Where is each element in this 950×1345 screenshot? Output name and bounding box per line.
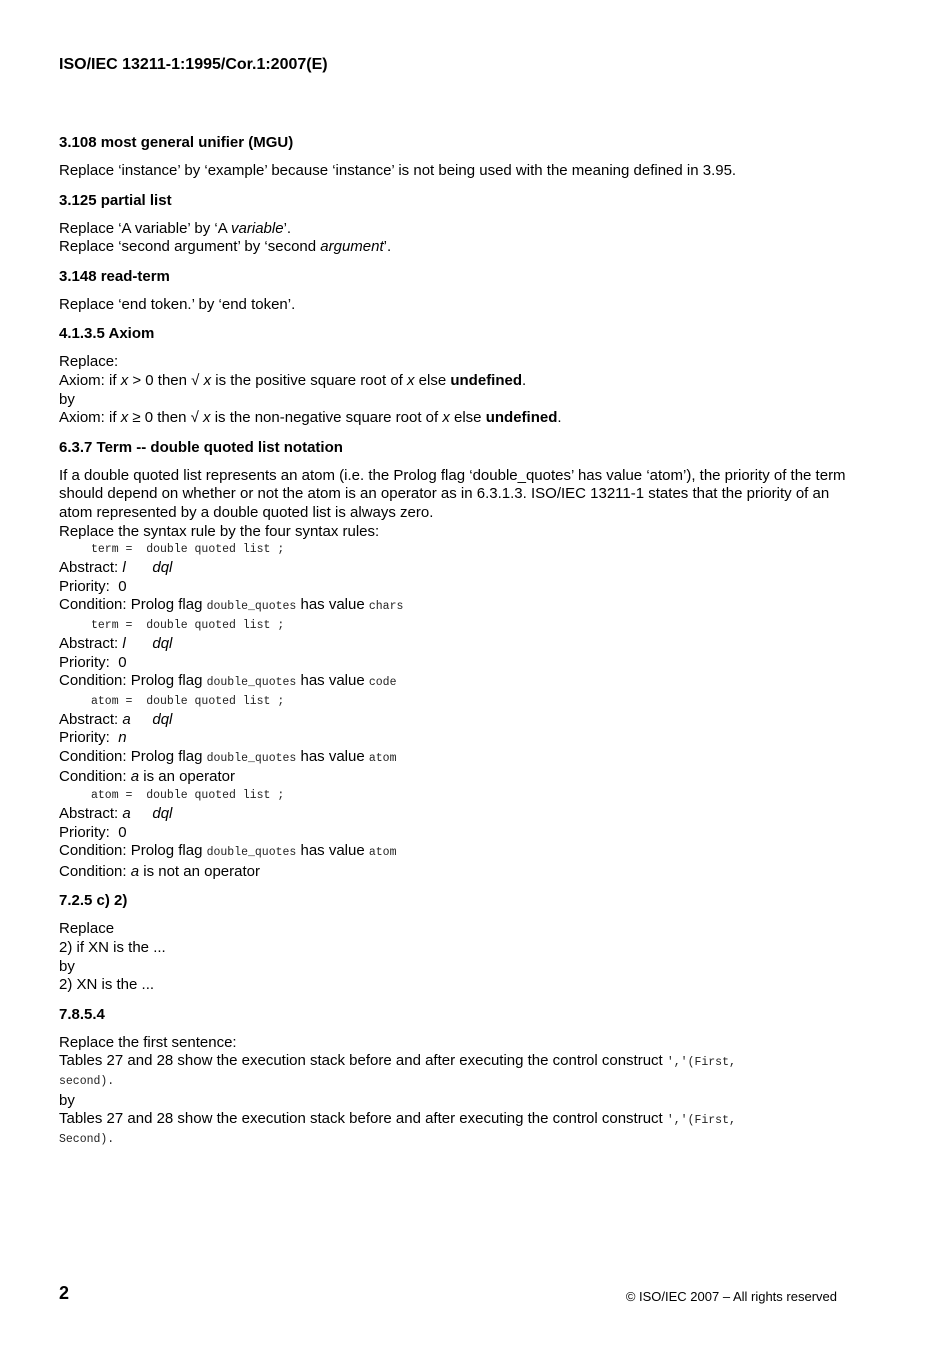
bold-term: undefined bbox=[450, 371, 523, 389]
code-run: double_quotes bbox=[206, 846, 297, 860]
code-run: chars bbox=[368, 600, 404, 614]
math-var: dql bbox=[152, 805, 173, 823]
syntax-rule: atom = double quoted list ; bbox=[91, 694, 285, 708]
math-var: l bbox=[122, 634, 126, 652]
text-run: Axiom: if bbox=[59, 409, 121, 427]
text-run: Replace ‘second argument’ by ‘second bbox=[59, 238, 321, 256]
operator-condition-line bbox=[59, 863, 849, 882]
priority-value: 0 bbox=[118, 823, 127, 841]
by-label: by bbox=[59, 390, 75, 408]
text-run: Condition: Prolog flag bbox=[59, 596, 207, 614]
italic-term: argument bbox=[320, 238, 384, 256]
axiom-old bbox=[59, 372, 849, 391]
section-text bbox=[59, 1034, 849, 1150]
text-run: else bbox=[414, 371, 451, 389]
code-run: atom bbox=[368, 751, 397, 765]
document-header: ISO/IEC 13211-1:1995/Cor.1:2007(E) bbox=[59, 56, 328, 73]
text-run: Tables 27 and 28 show the execution stack before and after executing the control construct bbox=[59, 1052, 667, 1070]
code-run: ','(First, bbox=[666, 1114, 736, 1128]
section-text: Replace ‘instance’ by ‘example’ because ‘instance’ is not being used with the meaning defined in 3.95. bbox=[59, 162, 737, 179]
math-var: x bbox=[203, 409, 211, 427]
by-label: by bbox=[59, 1091, 75, 1109]
math-var: a bbox=[122, 710, 131, 728]
priority-value: n bbox=[118, 729, 127, 747]
math-var: a bbox=[122, 805, 131, 823]
math-var: a bbox=[130, 768, 140, 786]
priority-line bbox=[59, 824, 849, 843]
code-run: ','(First, bbox=[666, 1056, 736, 1070]
text-run: is an operator bbox=[139, 768, 235, 786]
math-var: x bbox=[442, 409, 450, 427]
abstract-line bbox=[59, 559, 849, 578]
document-body bbox=[59, 133, 849, 1159]
text-run: Priority: bbox=[59, 823, 119, 841]
priority-line bbox=[59, 578, 849, 597]
text-run: Priority: bbox=[59, 729, 119, 747]
condition-line bbox=[59, 672, 849, 693]
math-var: a bbox=[130, 862, 140, 880]
old-text: 2) if XN is the ... bbox=[59, 939, 166, 957]
text-run: Axiom: if bbox=[59, 371, 121, 389]
paragraph: If a double quoted list represents an atom (i.e. the Prolog flag ‘double_quotes’ has value ‘atom’), the priority of the term should depend on whether or not the atom is an operator as in 6.3.1.3. ISO/IEC 13211-1 states that the priority of an atom represented by a double quoted list is always zero. bbox=[59, 466, 846, 521]
text-run: Abstract: bbox=[59, 634, 123, 652]
text-run: Condition: bbox=[59, 768, 131, 786]
code-run: double_quotes bbox=[206, 751, 297, 765]
section-heading: 7.2.5 c) 2) bbox=[59, 892, 128, 910]
priority-line bbox=[59, 654, 849, 673]
math-var: x bbox=[203, 371, 212, 389]
priority-value: 0 bbox=[118, 577, 127, 595]
text-run: is not an operator bbox=[139, 862, 260, 880]
text-run: Priority: bbox=[59, 577, 119, 595]
syntax-rule: atom = double quoted list ; bbox=[91, 789, 285, 803]
operator-condition-line bbox=[59, 768, 849, 787]
text-run: ’. bbox=[383, 238, 392, 256]
section-text bbox=[59, 920, 849, 994]
section-6-3-7 bbox=[59, 438, 849, 882]
math-var: dql bbox=[152, 559, 173, 577]
code-run: double_quotes bbox=[206, 676, 297, 690]
code-run: Second). bbox=[59, 1132, 115, 1146]
old-sentence bbox=[59, 1052, 849, 1073]
text-run: Abstract: bbox=[59, 559, 123, 577]
text-run: is the non-negative square root of bbox=[210, 409, 443, 427]
text-run: Abstract: bbox=[59, 805, 123, 823]
new-sentence bbox=[59, 1110, 849, 1131]
section-text: Replace ‘end token.’ by ‘end token’. bbox=[59, 295, 296, 313]
section-text bbox=[59, 220, 849, 257]
syntax-rules bbox=[59, 541, 849, 881]
bold-term: undefined bbox=[485, 409, 558, 427]
text-run: Condition: Prolog flag bbox=[59, 747, 207, 765]
text-run: has value bbox=[296, 842, 369, 860]
new-text: 2) XN is the ... bbox=[59, 976, 155, 994]
text-line bbox=[59, 220, 849, 239]
abstract-line bbox=[59, 635, 849, 654]
text-run: . bbox=[522, 371, 527, 389]
text-run: Priority: bbox=[59, 653, 119, 671]
condition-line bbox=[59, 842, 849, 863]
axiom-new bbox=[59, 409, 849, 428]
text-line bbox=[59, 238, 849, 257]
text-run: ’. bbox=[283, 219, 292, 237]
code-run: second). bbox=[59, 1075, 115, 1088]
section-heading: 4.1.3.5 Axiom bbox=[59, 325, 155, 343]
by-label: by bbox=[59, 957, 75, 975]
replace-label: Replace bbox=[59, 920, 115, 938]
text-run: Condition: Prolog flag bbox=[59, 842, 207, 860]
section-text bbox=[59, 353, 849, 427]
condition-line bbox=[59, 596, 849, 617]
text-run: has value bbox=[296, 596, 369, 614]
section-7-8-5-4 bbox=[59, 1005, 849, 1150]
math-var: x bbox=[407, 371, 415, 389]
text-run: Condition: Prolog flag bbox=[59, 672, 207, 690]
section-heading: 3.108 most general unifier (MGU) bbox=[59, 134, 294, 151]
section-3-148 bbox=[59, 267, 849, 315]
code-run: atom bbox=[368, 846, 397, 860]
text-run: Tables 27 and 28 show the execution stack before and after executing the control construct bbox=[59, 1110, 667, 1128]
section-heading: 6.3.7 Term -- double quoted list notation bbox=[59, 438, 343, 456]
text-run: Condition: bbox=[59, 862, 131, 880]
section-heading: 7.8.5.4 bbox=[59, 1005, 105, 1023]
text-run: Replace ‘A variable’ by ‘A bbox=[59, 219, 232, 237]
page-number: 2 bbox=[59, 1283, 70, 1303]
code-run: double_quotes bbox=[206, 600, 297, 614]
replace-label: Replace: bbox=[59, 353, 119, 371]
priority-value: 0 bbox=[118, 653, 127, 671]
math-var: dql bbox=[152, 634, 173, 652]
text-run: has value bbox=[296, 672, 369, 690]
math-var: dql bbox=[152, 710, 173, 728]
code-run: code bbox=[368, 676, 397, 690]
replace-label: Replace the first sentence: bbox=[59, 1033, 237, 1051]
text-run: > 0 then √ bbox=[128, 371, 204, 389]
math-var: l bbox=[122, 559, 126, 577]
copyright-notice: © ISO/IEC 2007 – All rights reserved bbox=[625, 1289, 837, 1304]
priority-line bbox=[59, 729, 849, 748]
text-run: else bbox=[449, 409, 486, 427]
text-run: has value bbox=[296, 747, 369, 765]
abstract-line bbox=[59, 805, 849, 824]
text-run: ≥ 0 then √ bbox=[128, 409, 204, 427]
section-3-125 bbox=[59, 191, 849, 257]
text-run: Abstract: bbox=[59, 710, 123, 728]
italic-term: variable bbox=[231, 219, 284, 237]
section-text bbox=[59, 467, 849, 541]
math-var: x bbox=[120, 371, 129, 389]
section-heading: 3.125 partial list bbox=[59, 191, 172, 209]
section-heading: 3.148 read-term bbox=[59, 267, 170, 285]
abstract-line bbox=[59, 711, 849, 730]
syntax-rule: term = double quoted list ; bbox=[91, 543, 285, 557]
section-3-108 bbox=[59, 133, 849, 181]
text-run: is the positive square root of bbox=[211, 371, 407, 389]
math-var: x bbox=[120, 409, 129, 427]
condition-line bbox=[59, 748, 849, 769]
syntax-rule: term = double quoted list ; bbox=[91, 618, 285, 632]
intro-line: Replace the syntax rule by the four syntax rules: bbox=[59, 522, 380, 540]
section-4-1-3-5 bbox=[59, 324, 849, 427]
text-run: . bbox=[557, 409, 562, 427]
section-7-2-5 bbox=[59, 891, 849, 994]
